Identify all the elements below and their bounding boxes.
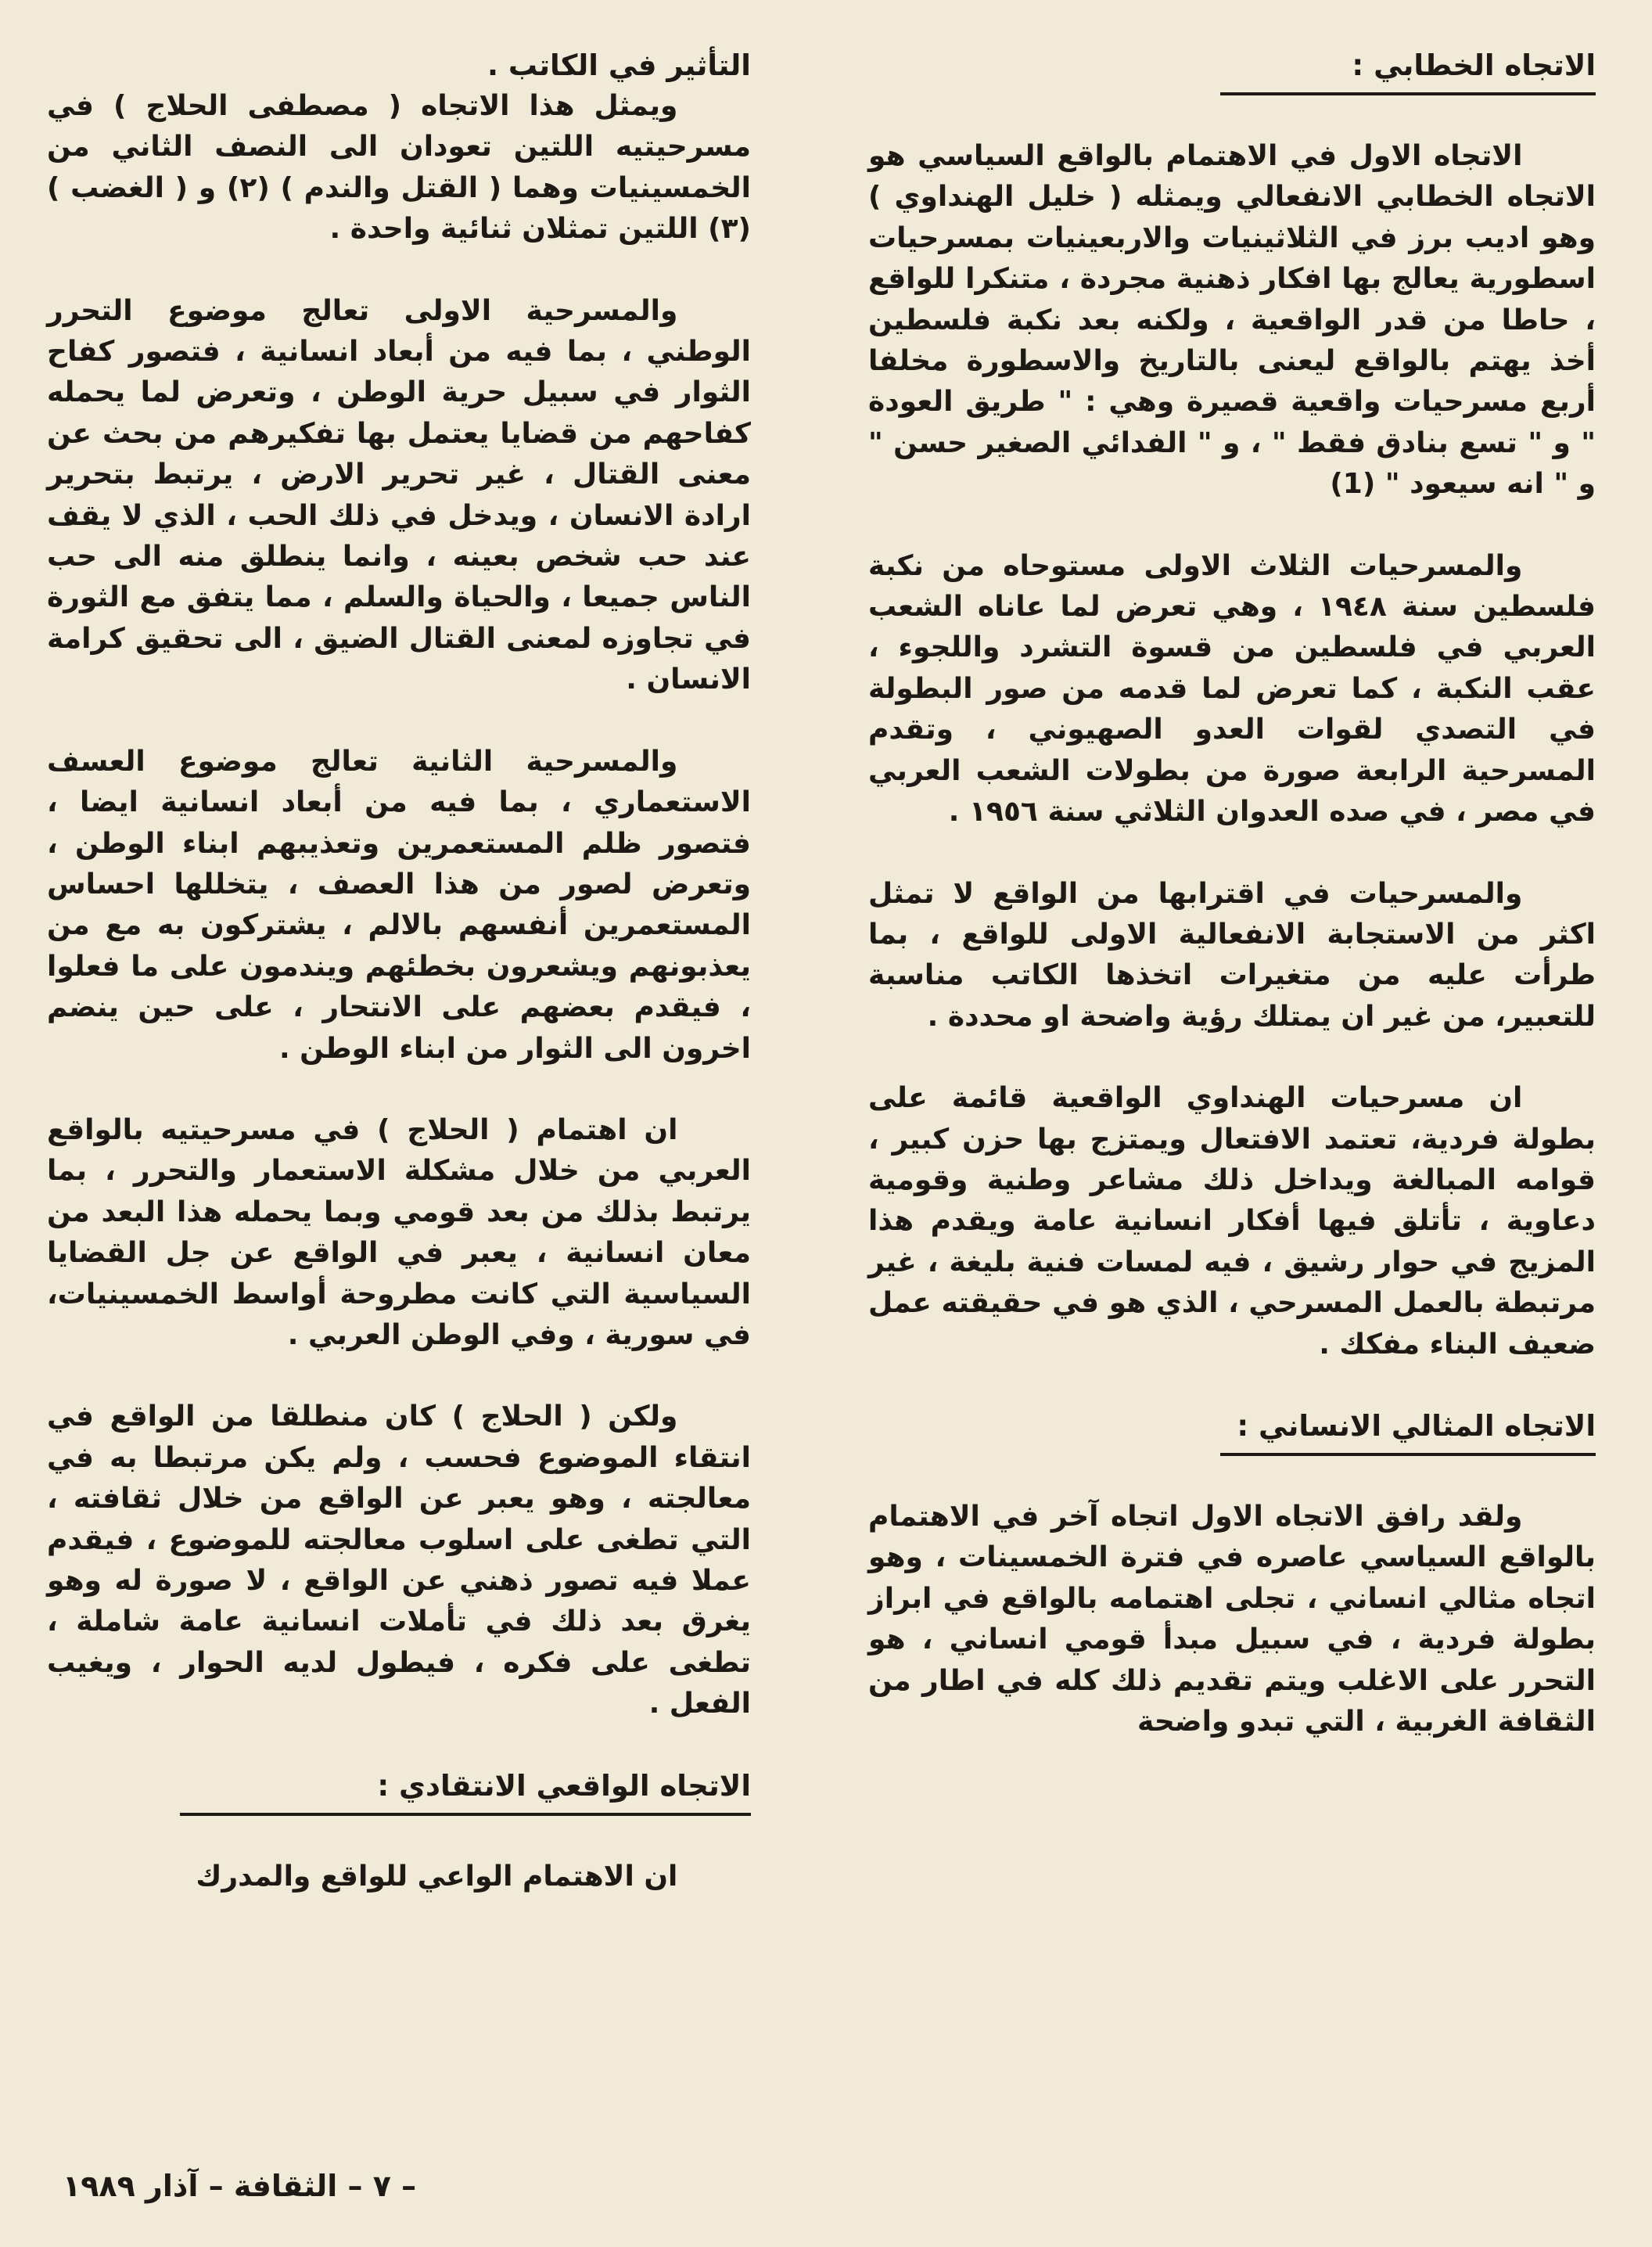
right-column [868,45,1596,1783]
section-heading-rhetorical: الاتجاه الخطابي : [1352,49,1596,82]
paragraph: والمسرحية الاولى تعالج موضوع التحرر الوطني ، بما فيه من أبعاد انسانية ، فتصور كفاح الثوار في سبيل حرية الوطن ، وتعرض لما يحمله كفاحهم من قضايا يعتمل بها تفكيرهم من بحث عن معنى القتال ، غير تحرير الارض ، يرتبط بتحرير ارادة الانسان ، ويدخل في ذلك الحب ، الذي لا يقف عند حب شخص بعينه ، وانما ينطلق منه الى حب الناس جميعا ، والحياة والسلم ، مما يتفق مع الثورة في تجاوزه لمعنى القتال الضيق ، الى تحقيق كرامة الانسان . [47,294,751,696]
paragraph: الاتجاه الاول في الاهتمام بالواقع السياسي هو الاتجاه الخطابي الانفعالي ويمثله ( خليل الهنداوي ) وهو اديب برز في الثلاثينيات والاربعينيات بمسرحيات اسطورية يعالج بها افكار ذهنية مجردة ، متنكرا للواقع ، حاطا من قدر الواقعية ، ولكنه بعد نكبة فلسطين أخذ يهتم بالواقع ليعنى بالتاريخ والاسطورة مخلفا أربع مسرحيات واقعية قصيرة وهي : " طريق العودة " و " تسع بنادق فقط " ، و " الفدائي الصغير حسن " و " انه سيعود " (1) [868,140,1596,501]
paragraph: والمسرحية الثانية تعالج موضوع العسف الاستعماري ، بما فيه من أبعاد انسانية ايضا ، فتصور ظلم المستعمرين وتعذيبهم ابناء الوطن ، وتعرض لصور من هذا العصف ، يتخللها احساس المستعمرين أنفسهم بالالم ، يشتركون به مع من يعذبونهم ويشعرون بخطئهم ويندمون على ما فعلوا ، فيقدم بعضهم على الانتحار ، على حين ينضم اخرون الى الثوار من ابناء الوطن . [47,745,751,1065]
page-footer: – ٧ – الثقافة – آذار ١٩٨٩ [63,2169,417,2203]
paragraph: ان الاهتمام الواعي للواقع والمدرك [196,1860,678,1893]
paragraph: والمسرحيات الثلاث الاولى مستوحاه من نكبة فلسطين سنة ١٩٤٨ ، وهي تعرض لما عاناه الشعب العربي في فلسطين من قسوة التشرد واللجوء ، عقب النكبة ، كما تعرض لما قدمه من صور البطولة في التصدي لقوات العدو الصهيوني ، وتقدم المسرحية الرابعة صورة من بطولات الشعب العربي في مصر ، في صده العدوان الثلاثي سنة ١٩٥٦ . [868,549,1596,829]
paragraph-continuation: التأثير في الكاتب . [487,49,751,82]
paragraph: ان مسرحيات الهنداوي الواقعية قائمة على بطولة فردية، تعتمد الافتعال ويمتزج بها حزن كبير ، قوامه المبالغة ويداخل ذلك مشاعر وطنية وقومية دعاوية ، تأتلق فيها أفكار انسانية عامة ويقدم هذا المزيج في حوار رشيق ، فيه لمسات فنية بليغة ، غير مرتبطة بالعمل المسرحي ، الذي هو في حقيقته عمل ضعيف البناء مفكك . [868,1082,1596,1361]
paragraph: ويمثل هذا الاتجاه ( مصطفى الحلاج ) في مسرحيتيه اللتين تعودان الى النصف الثاني من الخمسينيات وهما ( القتل والندم ) (٢) و ( الغضب ) (٣) اللتين تمثلان ثنائية واحدة . [47,90,751,246]
paragraph: ولقد رافق الاتجاه الاول اتجاه آخر في الاهتمام بالواقع السياسي عاصره في فترة الخمسينات ، وهو اتجاه مثالي انساني ، تجلى اهتمامه بالواقع في ابراز بطولة فردية ، في سبيل مبدأ قومي انساني ، هو التحرر على الاغلب ويتم تقديم ذلك كله في اطار من الثقافة الغربية ، التي تبدو واضحة [868,1500,1596,1738]
section-heading-idealist: الاتجاه المثالي الانساني : [1237,1408,1596,1443]
left-column [47,45,751,1938]
paragraph: ان اهتمام ( الحلاج ) في مسرحيتيه بالواقع العربي من خلال مشكلة الاستعمار والتحرر ، بما يرتبط بذلك من بعد قومي وبما يحمله هذا البعد من معان انسانية ، يعبر في الواقع عن جل القضايا السياسية التي كانت مطروحة أواسط الخمسينيات، في سورية ، وفي الوطن العربي . [47,1113,751,1351]
paragraph: ولكن ( الحلاج ) كان منطلقا من الواقع في انتقاء الموضوع فحسب ، ولم يكن مرتبطا به في معالجته ، وهو يعبر عن الواقع من خلال ثقافته ، التي تطغى على اسلوب معالجته للموضوع ، فيقدم عملا فيه تصور ذهني عن الواقع ، لا صورة له وهو يغرق بعد ذلك في تأملات انسانية عامة شاملة ، تطغى على فكره ، فيطول لديه الحوار ، ويغيب الفعل . [47,1400,751,1720]
paragraph: والمسرحيات في اقترابها من الواقع لا تمثل اكثر من الاستجابة الانفعالية الاولى للواقع ، بما طرأت عليه من متغيرات اتخذها الكاتب مناسبة للتعبير، من غير ان يمتلك رؤية واضحة او محددة . [868,877,1596,1033]
section-heading-critical-realist: الاتجاه الواقعي الانتقادي : [377,1768,751,1803]
